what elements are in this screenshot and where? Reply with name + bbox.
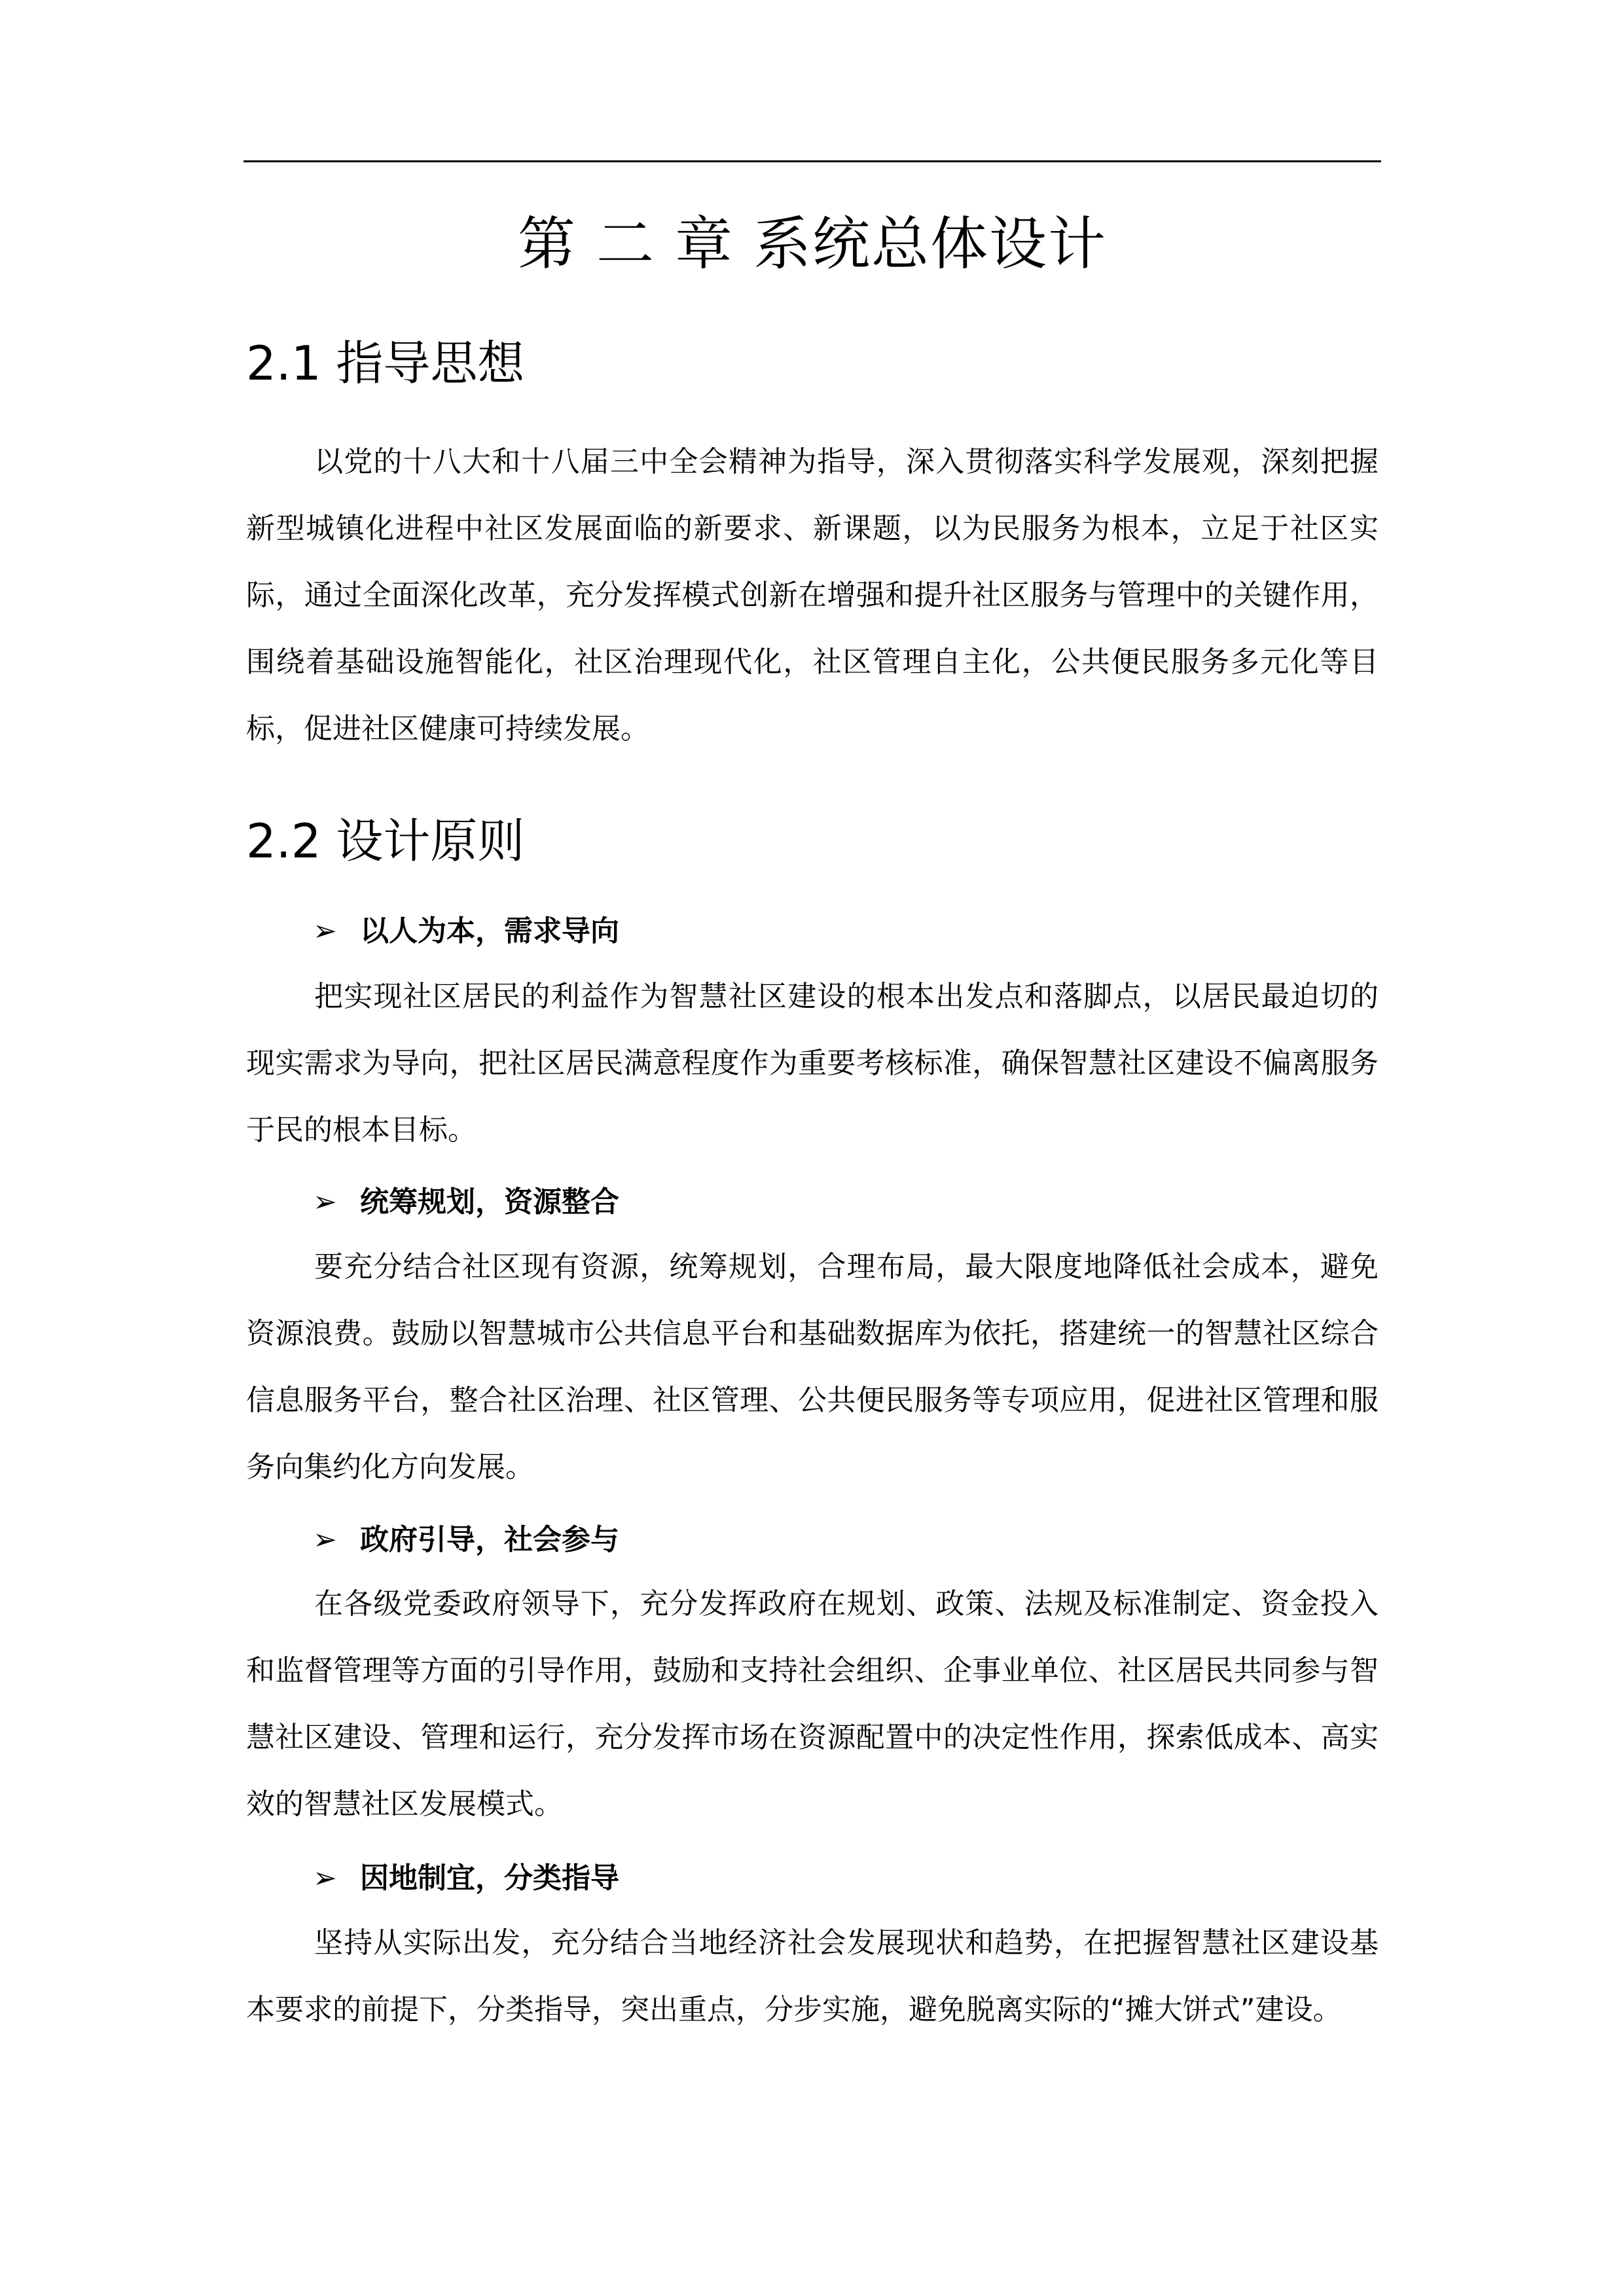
arrow-bullet-icon: ➢ — [313, 914, 337, 948]
section-heading-2-1: 2.1 指导思想 — [246, 336, 525, 391]
arrow-bullet-icon: ➢ — [313, 1185, 337, 1219]
guiding-ideology-paragraph: 以党的十八大和十八届三中全会精神为指导，深入贯彻落实科学发展观，深刻把握新型城镇化进程中社区发展面临的新要求、新课题，以为民服务为根本，立足于社区实际，通过全面深化改革，充分发挥模式创新在增强和提升社区服务与管理中的关键作用，围绕着基础设施智能化，社区治理现代化，社区管理自主化，公共便民服务多元化等目标，促进社区健康可持续发展。 — [246, 445, 1379, 745]
principle-paragraph: 坚持从实际出发，充分结合当地经济社会发展现状和趋势，在把握智慧社区建设基本要求的前提下，分类指导，突出重点，分步实施，避免脱离实际的“摊大饼式”建设。 — [246, 1926, 1379, 2026]
principle-title: 因地制宜，分类指导 — [360, 1861, 619, 1895]
principle-heading — [313, 1856, 619, 1901]
principle-title: 统筹规划，资源整合 — [360, 1185, 619, 1219]
principle-heading — [313, 908, 619, 954]
arrow-bullet-icon: ➢ — [313, 1861, 337, 1895]
arrow-bullet-icon: ➢ — [313, 1523, 337, 1556]
principle-paragraph: 把实现社区居民的利益作为智慧社区建设的根本出发点和落脚点，以居民最迫切的现实需求为导向，把社区居民满意程度作为重要考核标准，确保智慧社区建设不偏离服务于民的根本目标。 — [246, 980, 1379, 1147]
principle-title: 政府引导，社会参与 — [360, 1523, 619, 1556]
principle-paragraph: 要充分结合社区现有资源，统筹规划，合理布局，最大限度地降低社会成本，避免资源浪费。鼓励以智慧城市公共信息平台和基础数据库为依托，搭建统一的智慧社区综合信息服务平台，整合社区治理、社区管理、公共便民服务等专项应用，促进社区管理和服务向集约化方向发展。 — [246, 1250, 1379, 1484]
section-heading-2-2: 2.2 设计原则 — [246, 814, 525, 869]
principle-title: 以人为本，需求导向 — [360, 914, 619, 948]
header-rule — [244, 160, 1381, 162]
principle-paragraph: 在各级党委政府领导下，充分发挥政府在规划、政策、法规及标准制定、资金投入和监督管理等方面的引导作用，鼓励和支持社会组织、企事业单位、社区居民共同参与智慧社区建设、管理和运行，充分发挥市场在资源配置中的决定性作用，探索低成本、高实效的智慧社区发展模式。 — [246, 1587, 1379, 1821]
chapter-title: 第 二 章 系统总体设计 — [518, 210, 1107, 278]
principle-heading — [313, 1517, 619, 1563]
principle-heading — [313, 1179, 619, 1225]
